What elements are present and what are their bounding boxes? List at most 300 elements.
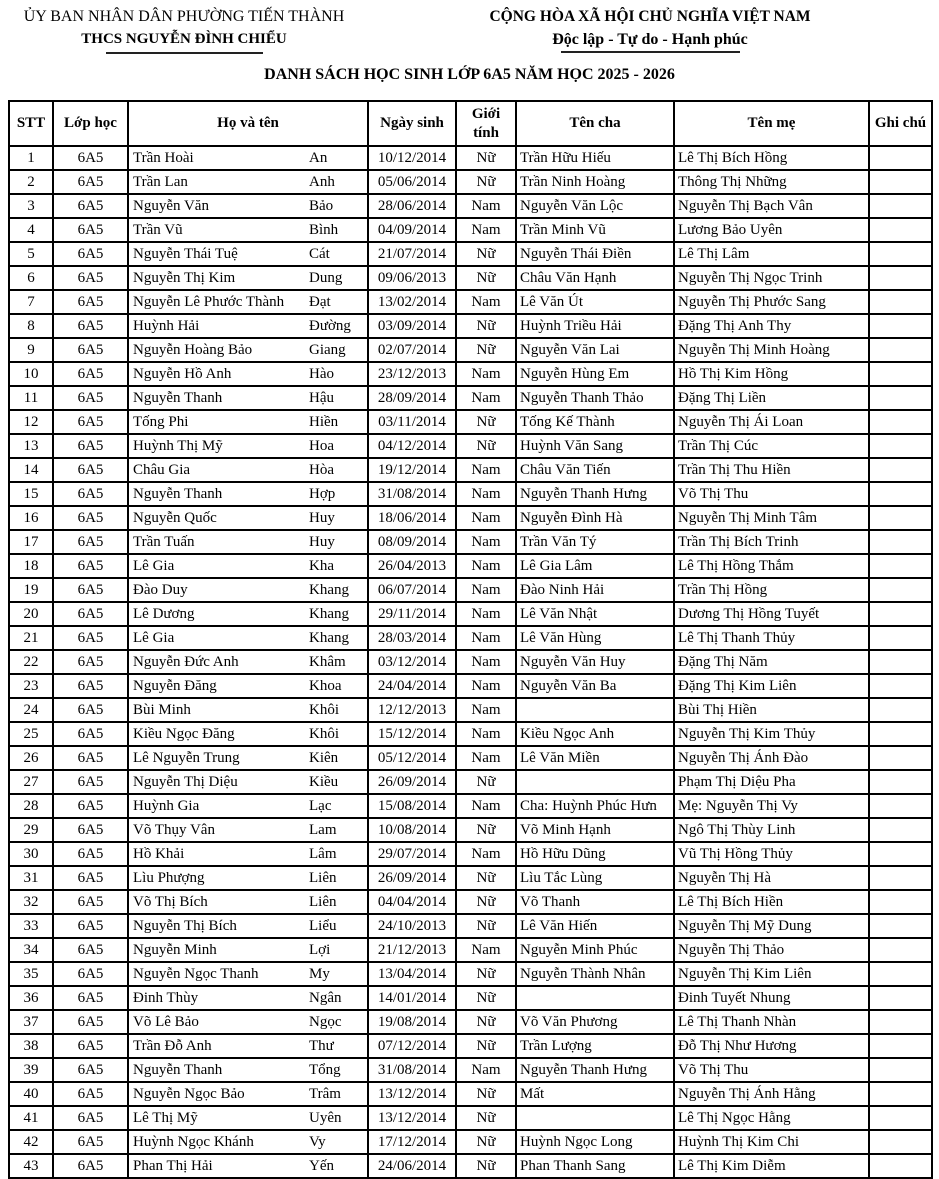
- cell-class: 6A5: [53, 170, 128, 194]
- table-row: [9, 458, 932, 482]
- cell-dob: 03/09/2014: [368, 314, 456, 338]
- cell-dob: 13/12/2014: [368, 1082, 456, 1106]
- cell-class: 6A5: [53, 650, 128, 674]
- cell-stt: 32: [9, 890, 53, 914]
- cell-father-name: Cha: Huỳnh Phúc Hưn: [516, 794, 674, 818]
- student-family-middle-name: Huỳnh Thị Mỹ: [133, 438, 223, 454]
- cell-dob: 26/09/2014: [368, 866, 456, 890]
- cell-fullname: [128, 602, 368, 626]
- cell-dob: 26/04/2013: [368, 554, 456, 578]
- table-row: [9, 674, 932, 698]
- table-row: [9, 1130, 932, 1154]
- cell-dob: 03/11/2014: [368, 410, 456, 434]
- table-row: [9, 842, 932, 866]
- cell-father-name: Phan Thanh Sang: [516, 1154, 674, 1178]
- cell-note: [869, 386, 932, 410]
- cell-dob: 02/07/2014: [368, 338, 456, 362]
- cell-gender: Nữ: [456, 986, 516, 1010]
- cell-stt: 16: [9, 506, 53, 530]
- cell-dob: 24/06/2014: [368, 1154, 456, 1178]
- table-row: [9, 1082, 932, 1106]
- cell-mother-name: Lê Thị Bích Hiền: [674, 890, 869, 914]
- student-family-middle-name: Trần Đỗ Anh: [133, 1038, 212, 1054]
- table-row: [9, 722, 932, 746]
- cell-father-name: Nguyễn Văn Ba: [516, 674, 674, 698]
- cell-note: [869, 770, 932, 794]
- cell-gender: Nữ: [456, 1082, 516, 1106]
- cell-dob: 28/03/2014: [368, 626, 456, 650]
- student-family-middle-name: Nguyễn Ngọc Thanh: [133, 966, 259, 982]
- cell-class: 6A5: [53, 602, 128, 626]
- cell-class: 6A5: [53, 890, 128, 914]
- cell-mother-name: Trần Thị Cúc: [674, 434, 869, 458]
- cell-stt: 14: [9, 458, 53, 482]
- cell-father-name: Nguyễn Đình Hà: [516, 506, 674, 530]
- student-given-name: Liểu: [309, 918, 337, 934]
- student-family-middle-name: Nguyễn Văn: [133, 198, 209, 214]
- table-row: [9, 890, 932, 914]
- cell-father-name: Kiều Ngọc Anh: [516, 722, 674, 746]
- student-family-middle-name: Võ Thị Bích: [133, 894, 208, 910]
- cell-note: [869, 1130, 932, 1154]
- cell-father-name: Trần Lượng: [516, 1034, 674, 1058]
- cell-class: 6A5: [53, 770, 128, 794]
- student-given-name: Thư: [309, 1038, 334, 1054]
- student-given-name: Lạc: [309, 798, 332, 814]
- cell-fullname: [128, 842, 368, 866]
- org-underline-rule: [106, 52, 263, 54]
- student-family-middle-name: Huỳnh Ngọc Khánh: [133, 1134, 254, 1150]
- cell-class: 6A5: [53, 218, 128, 242]
- student-family-middle-name: Huỳnh Hải: [133, 318, 200, 334]
- cell-stt: 28: [9, 794, 53, 818]
- cell-gender: Nam: [456, 530, 516, 554]
- student-family-middle-name: Trần Tuấn: [133, 534, 195, 550]
- cell-dob: 28/06/2014: [368, 194, 456, 218]
- student-family-middle-name: Nguyễn Đăng: [133, 678, 217, 694]
- cell-fullname: [128, 434, 368, 458]
- student-family-middle-name: Trần Lan: [133, 174, 188, 190]
- cell-mother-name: Hồ Thị Kim Hồng: [674, 362, 869, 386]
- cell-fullname: [128, 722, 368, 746]
- table-row: [9, 482, 932, 506]
- cell-class: 6A5: [53, 1010, 128, 1034]
- cell-mother-name: Nguyễn Thị Minh Tâm: [674, 506, 869, 530]
- student-family-middle-name: Nguyễn Thanh: [133, 1062, 223, 1078]
- cell-stt: 43: [9, 1154, 53, 1178]
- cell-fullname: [128, 242, 368, 266]
- cell-dob: 29/07/2014: [368, 842, 456, 866]
- cell-mother-name: Trần Thị Bích Trinh: [674, 530, 869, 554]
- student-given-name: Khâm: [309, 654, 346, 670]
- cell-stt: 10: [9, 362, 53, 386]
- cell-father-name: Nguyễn Văn Lộc: [516, 194, 674, 218]
- cell-note: [869, 722, 932, 746]
- cell-mother-name: Lê Thị Thanh Nhàn: [674, 1010, 869, 1034]
- cell-father-name: Huỳnh Văn Sang: [516, 434, 674, 458]
- cell-note: [869, 554, 932, 578]
- cell-note: [869, 266, 932, 290]
- cell-stt: 27: [9, 770, 53, 794]
- student-family-middle-name: Lê Dương: [133, 606, 195, 622]
- cell-dob: 15/12/2014: [368, 722, 456, 746]
- student-given-name: Ngọc: [309, 1014, 342, 1030]
- cell-gender: Nam: [456, 218, 516, 242]
- student-given-name: Khoa: [309, 678, 342, 694]
- cell-note: [869, 578, 932, 602]
- cell-fullname: [128, 674, 368, 698]
- table-row: [9, 986, 932, 1010]
- student-given-name: Kiều: [309, 774, 339, 790]
- cell-dob: 21/07/2014: [368, 242, 456, 266]
- cell-fullname: [128, 1154, 368, 1178]
- cell-class: 6A5: [53, 1106, 128, 1130]
- cell-father-name: Lê Văn Miền: [516, 746, 674, 770]
- cell-father-name: [516, 698, 674, 722]
- student-given-name: An: [309, 150, 328, 166]
- table-header-row: [9, 101, 932, 146]
- cell-fullname: [128, 290, 368, 314]
- student-given-name: Đường: [309, 318, 351, 334]
- cell-note: [869, 434, 932, 458]
- cell-mother-name: Huỳnh Thị Kim Chi: [674, 1130, 869, 1154]
- cell-stt: 33: [9, 914, 53, 938]
- cell-mother-name: Ngô Thị Thùy Linh: [674, 818, 869, 842]
- cell-father-name: [516, 770, 674, 794]
- cell-fullname: [128, 770, 368, 794]
- cell-dob: 08/09/2014: [368, 530, 456, 554]
- cell-stt: 23: [9, 674, 53, 698]
- column-header-note: Ghi chú: [869, 101, 932, 146]
- cell-father-name: Châu Văn Hạnh: [516, 266, 674, 290]
- cell-gender: Nam: [456, 578, 516, 602]
- cell-fullname: [128, 266, 368, 290]
- cell-mother-name: Lê Thị Hồng Thắm: [674, 554, 869, 578]
- student-family-middle-name: Nguyễn Quốc: [133, 510, 217, 526]
- cell-note: [869, 794, 932, 818]
- student-family-middle-name: Võ Lê Bảo: [133, 1014, 199, 1030]
- cell-stt: 8: [9, 314, 53, 338]
- student-given-name: Khang: [309, 630, 349, 646]
- cell-gender: Nữ: [456, 434, 516, 458]
- table-row: [9, 914, 932, 938]
- cell-stt: 22: [9, 650, 53, 674]
- student-given-name: Cát: [309, 246, 330, 262]
- cell-class: 6A5: [53, 314, 128, 338]
- table-row: [9, 290, 932, 314]
- cell-dob: 29/11/2014: [368, 602, 456, 626]
- cell-gender: Nam: [456, 698, 516, 722]
- cell-father-name: Hồ Hữu Dũng: [516, 842, 674, 866]
- table-row: [9, 602, 932, 626]
- table-row: [9, 746, 932, 770]
- cell-gender: Nữ: [456, 266, 516, 290]
- cell-stt: 40: [9, 1082, 53, 1106]
- table-row: [9, 866, 932, 890]
- student-given-name: Khang: [309, 606, 349, 622]
- cell-fullname: [128, 986, 368, 1010]
- student-family-middle-name: Nguyễn Thái Tuệ: [133, 246, 238, 262]
- cell-fullname: [128, 146, 368, 170]
- cell-mother-name: Nguyễn Thị Mỹ Dung: [674, 914, 869, 938]
- student-given-name: Bình: [309, 222, 339, 238]
- cell-mother-name: Đặng Thị Năm: [674, 650, 869, 674]
- cell-class: 6A5: [53, 866, 128, 890]
- cell-note: [869, 602, 932, 626]
- table-row: [9, 650, 932, 674]
- cell-mother-name: Nguyễn Thị Kim Liên: [674, 962, 869, 986]
- cell-stt: 12: [9, 410, 53, 434]
- cell-fullname: [128, 554, 368, 578]
- cell-fullname: [128, 818, 368, 842]
- student-given-name: Huy: [309, 534, 335, 550]
- cell-gender: Nam: [456, 746, 516, 770]
- cell-father-name: Võ Minh Hạnh: [516, 818, 674, 842]
- cell-fullname: [128, 938, 368, 962]
- cell-note: [869, 674, 932, 698]
- cell-class: 6A5: [53, 1130, 128, 1154]
- cell-father-name: Lê Văn Nhật: [516, 602, 674, 626]
- student-given-name: Hòa: [309, 462, 334, 478]
- table-row: [9, 1010, 932, 1034]
- cell-gender: Nữ: [456, 770, 516, 794]
- cell-note: [869, 1010, 932, 1034]
- cell-note: [869, 1082, 932, 1106]
- cell-fullname: [128, 1082, 368, 1106]
- cell-gender: Nam: [456, 794, 516, 818]
- cell-class: 6A5: [53, 146, 128, 170]
- cell-fullname: [128, 962, 368, 986]
- table-row: [9, 506, 932, 530]
- student-family-middle-name: Nguyễn Thị Kim: [133, 270, 236, 286]
- cell-class: 6A5: [53, 506, 128, 530]
- table-row: [9, 698, 932, 722]
- cell-stt: 20: [9, 602, 53, 626]
- cell-fullname: [128, 362, 368, 386]
- cell-note: [869, 938, 932, 962]
- cell-fullname: [128, 626, 368, 650]
- org-name-line: ỦY BAN NHÂN DÂN PHƯỜNG TIẾN THÀNH: [23, 8, 345, 25]
- cell-father-name: Trần Văn Tý: [516, 530, 674, 554]
- cell-mother-name: Nguyễn Thị Phước Sang: [674, 290, 869, 314]
- cell-stt: 39: [9, 1058, 53, 1082]
- student-family-middle-name: Lê Thị Mỹ: [133, 1110, 198, 1126]
- cell-dob: 15/08/2014: [368, 794, 456, 818]
- student-given-name: Hoa: [309, 438, 334, 454]
- cell-dob: 06/07/2014: [368, 578, 456, 602]
- table-row: [9, 338, 932, 362]
- cell-gender: Nam: [456, 650, 516, 674]
- cell-note: [869, 170, 932, 194]
- cell-dob: 24/04/2014: [368, 674, 456, 698]
- student-given-name: Liên: [309, 870, 337, 886]
- cell-fullname: [128, 578, 368, 602]
- cell-note: [869, 530, 932, 554]
- table-row: [9, 194, 932, 218]
- cell-gender: Nam: [456, 458, 516, 482]
- cell-gender: Nữ: [456, 1010, 516, 1034]
- cell-stt: 24: [9, 698, 53, 722]
- cell-father-name: Tống Kế Thành: [516, 410, 674, 434]
- cell-stt: 42: [9, 1130, 53, 1154]
- cell-stt: 35: [9, 962, 53, 986]
- cell-mother-name: Nguyễn Thị Kim Thủy: [674, 722, 869, 746]
- student-family-middle-name: Lê Nguyễn Trung: [133, 750, 240, 766]
- student-given-name: Lâm: [309, 846, 337, 862]
- table-row: [9, 218, 932, 242]
- cell-note: [869, 146, 932, 170]
- cell-mother-name: Trần Thị Hồng: [674, 578, 869, 602]
- student-family-middle-name: Lê Gia: [133, 558, 175, 574]
- cell-gender: Nữ: [456, 914, 516, 938]
- cell-class: 6A5: [53, 482, 128, 506]
- cell-note: [869, 698, 932, 722]
- cell-dob: 31/08/2014: [368, 482, 456, 506]
- cell-gender: Nam: [456, 602, 516, 626]
- cell-note: [869, 1034, 932, 1058]
- cell-father-name: Mất: [516, 1082, 674, 1106]
- cell-class: 6A5: [53, 938, 128, 962]
- student-family-middle-name: Bùi Minh: [133, 702, 191, 718]
- student-family-middle-name: Nguyễn Thị Bích: [133, 918, 237, 934]
- cell-father-name: [516, 1106, 674, 1130]
- cell-stt: 15: [9, 482, 53, 506]
- cell-mother-name: Lê Thị Thanh Thủy: [674, 626, 869, 650]
- student-family-middle-name: Lê Gia: [133, 630, 175, 646]
- cell-note: [869, 890, 932, 914]
- table-row: [9, 818, 932, 842]
- cell-father-name: Lê Văn Út: [516, 290, 674, 314]
- cell-fullname: [128, 386, 368, 410]
- student-given-name: Yến: [309, 1158, 334, 1174]
- cell-gender: Nữ: [456, 146, 516, 170]
- cell-dob: 19/12/2014: [368, 458, 456, 482]
- cell-note: [869, 194, 932, 218]
- cell-gender: Nữ: [456, 338, 516, 362]
- student-family-middle-name: Huỳnh Gia: [133, 798, 200, 814]
- school-name-line: THCS NGUYỄN ĐÌNH CHIỂU: [81, 31, 287, 47]
- table-row: [9, 434, 932, 458]
- table-row: [9, 794, 932, 818]
- cell-fullname: [128, 482, 368, 506]
- national-title-line: CỘNG HÒA XÃ HỘI CHỦ NGHĨA VIỆT NAM: [489, 8, 811, 25]
- cell-stt: 34: [9, 938, 53, 962]
- student-given-name: Lam: [309, 822, 337, 838]
- cell-dob: 19/08/2014: [368, 1010, 456, 1034]
- cell-father-name: Nguyễn Thành Nhân: [516, 962, 674, 986]
- issuing-org-block: [8, 8, 360, 54]
- cell-dob: 23/12/2013: [368, 362, 456, 386]
- student-family-middle-name: Đào Duy: [133, 582, 188, 598]
- cell-mother-name: Đỗ Thị Như Hương: [674, 1034, 869, 1058]
- cell-fullname: [128, 338, 368, 362]
- table-row: [9, 362, 932, 386]
- cell-stt: 18: [9, 554, 53, 578]
- student-given-name: Kha: [309, 558, 334, 574]
- cell-dob: 14/01/2014: [368, 986, 456, 1010]
- cell-note: [869, 218, 932, 242]
- cell-class: 6A5: [53, 746, 128, 770]
- student-family-middle-name: Nguyễn Hoàng Bảo: [133, 342, 253, 358]
- cell-class: 6A5: [53, 338, 128, 362]
- cell-stt: 5: [9, 242, 53, 266]
- column-header-class: Lớp học: [53, 101, 128, 146]
- cell-fullname: [128, 1106, 368, 1130]
- cell-gender: Nam: [456, 554, 516, 578]
- cell-father-name: Trần Ninh Hoàng: [516, 170, 674, 194]
- table-row: [9, 770, 932, 794]
- cell-father-name: Châu Văn Tiến: [516, 458, 674, 482]
- cell-father-name: Đào Ninh Hải: [516, 578, 674, 602]
- cell-father-name: Nguyễn Hùng Em: [516, 362, 674, 386]
- cell-mother-name: Nguyễn Thị Hà: [674, 866, 869, 890]
- cell-dob: 09/06/2013: [368, 266, 456, 290]
- cell-father-name: Nguyễn Thanh Thảo: [516, 386, 674, 410]
- cell-fullname: [128, 458, 368, 482]
- cell-mother-name: Nguyễn Thị Ánh Hằng: [674, 1082, 869, 1106]
- cell-mother-name: Đinh Tuyết Nhung: [674, 986, 869, 1010]
- cell-note: [869, 362, 932, 386]
- cell-dob: 10/08/2014: [368, 818, 456, 842]
- table-row: [9, 1106, 932, 1130]
- cell-note: [869, 650, 932, 674]
- cell-gender: Nam: [456, 194, 516, 218]
- cell-mother-name: Nguyễn Thị Ngọc Trinh: [674, 266, 869, 290]
- cell-dob: 10/12/2014: [368, 146, 456, 170]
- student-family-middle-name: Trần Vũ: [133, 222, 183, 238]
- column-header-fullname: Họ và tên: [128, 101, 368, 146]
- cell-class: 6A5: [53, 842, 128, 866]
- cell-gender: Nam: [456, 290, 516, 314]
- cell-fullname: [128, 410, 368, 434]
- cell-fullname: [128, 314, 368, 338]
- cell-father-name: Trần Hữu Hiếu: [516, 146, 674, 170]
- table-row: [9, 1058, 932, 1082]
- cell-class: 6A5: [53, 290, 128, 314]
- table-row: [9, 962, 932, 986]
- cell-dob: 05/06/2014: [368, 170, 456, 194]
- student-family-middle-name: Tống Phi: [133, 414, 189, 430]
- cell-stt: 37: [9, 1010, 53, 1034]
- cell-fullname: [128, 698, 368, 722]
- student-given-name: Khôi: [309, 702, 339, 718]
- cell-gender: Nữ: [456, 1034, 516, 1058]
- cell-gender: Nữ: [456, 1130, 516, 1154]
- table-row: [9, 1154, 932, 1178]
- cell-gender: Nữ: [456, 170, 516, 194]
- cell-note: [869, 506, 932, 530]
- cell-mother-name: Nguyễn Thị Bạch Vân: [674, 194, 869, 218]
- cell-mother-name: Võ Thị Thu: [674, 1058, 869, 1082]
- cell-class: 6A5: [53, 410, 128, 434]
- cell-stt: 11: [9, 386, 53, 410]
- cell-fullname: [128, 506, 368, 530]
- student-given-name: My: [309, 966, 330, 982]
- cell-mother-name: Thông Thị Những: [674, 170, 869, 194]
- cell-mother-name: Võ Thị Thu: [674, 482, 869, 506]
- student-given-name: Liên: [309, 894, 337, 910]
- cell-father-name: Lê Văn Hùng: [516, 626, 674, 650]
- cell-class: 6A5: [53, 914, 128, 938]
- cell-stt: 26: [9, 746, 53, 770]
- table-row: [9, 578, 932, 602]
- cell-class: 6A5: [53, 986, 128, 1010]
- student-family-middle-name: Nguyễn Hồ Anh: [133, 366, 232, 382]
- cell-father-name: Huỳnh Ngọc Long: [516, 1130, 674, 1154]
- cell-gender: Nam: [456, 482, 516, 506]
- cell-class: 6A5: [53, 722, 128, 746]
- student-given-name: Lợi: [309, 942, 331, 958]
